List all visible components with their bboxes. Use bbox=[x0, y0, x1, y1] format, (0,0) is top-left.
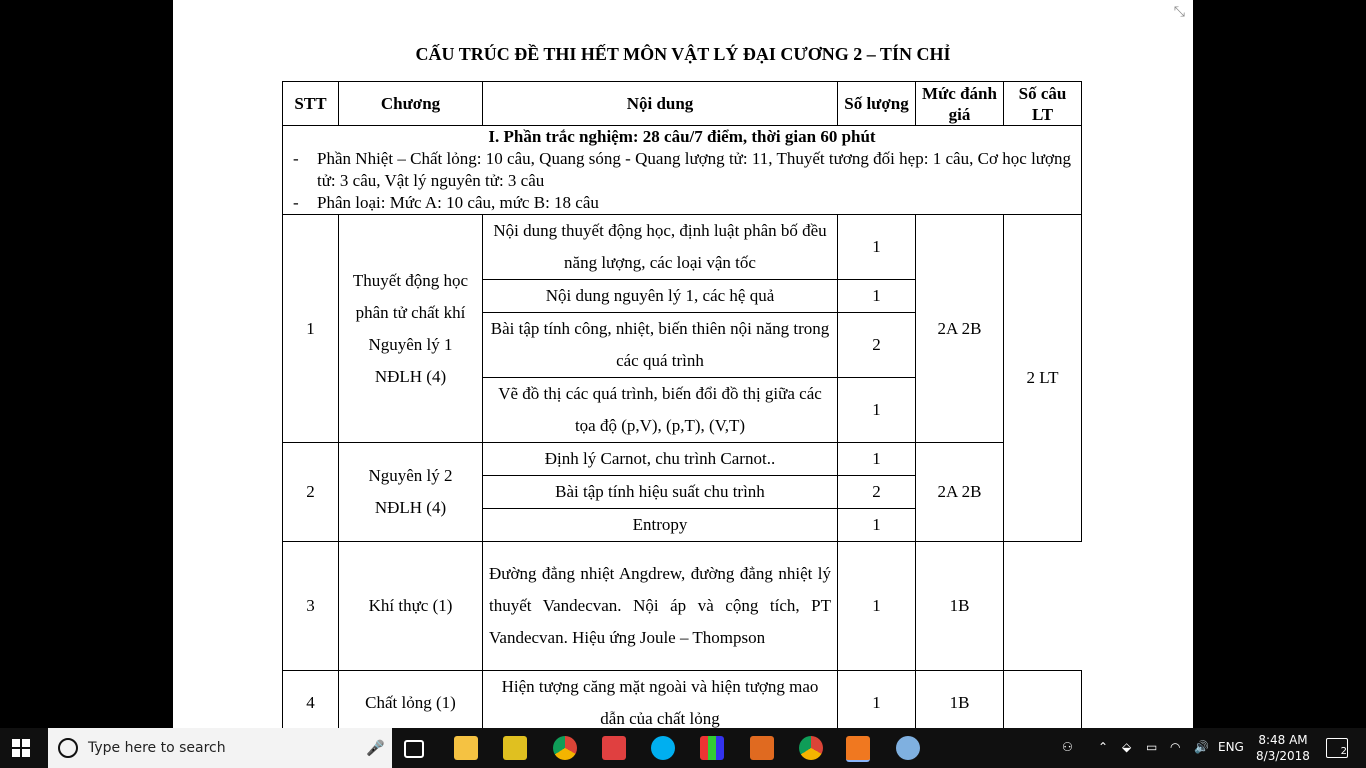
microphone-icon[interactable]: 🎤 bbox=[366, 739, 385, 757]
search-box[interactable] bbox=[48, 728, 392, 768]
header-soluong: Số lượng bbox=[838, 82, 916, 126]
battery-icon[interactable]: ▭ bbox=[1146, 740, 1158, 754]
exam-structure-table bbox=[282, 81, 1082, 728]
foxit-reader-icon[interactable] bbox=[846, 736, 870, 762]
section-bullet: - Phần Nhiệt – Chất lỏng: 10 câu, Quang sóng - Quang lượng tử: 11, Thuyết tương đối hẹp: 1 câu, Cơ học lượng tử: 3 câu, Vật lý nguyên tử: 3 câu bbox=[293, 149, 1071, 190]
matlab-icon[interactable] bbox=[750, 736, 774, 760]
media-player-icon[interactable] bbox=[503, 736, 527, 760]
cell-chuong: Khí thực (1) bbox=[339, 542, 483, 671]
header-noidung: Nội dung bbox=[483, 82, 838, 126]
file-explorer-icon[interactable] bbox=[454, 736, 478, 760]
cell-muc: 1B bbox=[916, 671, 1004, 729]
header-chuong: Chương bbox=[339, 82, 483, 126]
cell-soluong: 1 bbox=[838, 215, 916, 280]
cell-soluong: 1 bbox=[838, 542, 916, 671]
cell-socau: 2 LT bbox=[1004, 215, 1082, 542]
exit-fullscreen-icon[interactable]: ⤡ bbox=[1173, 4, 1185, 20]
cell-muc: 1B bbox=[916, 542, 1004, 671]
cell-soluong: 1 bbox=[838, 280, 916, 313]
notification-center-icon[interactable]: 2 bbox=[1326, 738, 1348, 758]
chrome-icon[interactable] bbox=[553, 736, 577, 760]
cell-chuong: Thuyết động học phân tử chất khí Nguyên lý 1 NĐLH (4) bbox=[339, 215, 483, 443]
cell-stt: 1 bbox=[283, 215, 339, 443]
clock[interactable] bbox=[1253, 732, 1313, 764]
cell-noidung: Vẽ đồ thị các quá trình, biến đổi đồ thị giữa các tọa độ (p,V), (p,T), (V,T) bbox=[483, 378, 838, 443]
cell-chuong: Nguyên lý 2 NĐLH (4) bbox=[339, 443, 483, 542]
cell-soluong: 1 bbox=[838, 509, 916, 542]
cell-noidung: Bài tập tính hiệu suất chu trình bbox=[483, 476, 838, 509]
header-socau: Số câu LT bbox=[1004, 82, 1082, 126]
section-heading: I. Phần trắc nghiệm: 28 câu/7 điểm, thời gian 60 phút bbox=[488, 127, 876, 146]
cortana-icon[interactable] bbox=[58, 738, 78, 758]
cell-stt: 3 bbox=[283, 542, 339, 671]
taskbar bbox=[0, 728, 1366, 768]
volume-icon[interactable]: 🔊 bbox=[1194, 740, 1209, 754]
cell-stt: 4 bbox=[283, 671, 339, 729]
cell-socau bbox=[1004, 671, 1082, 729]
windows-start-icon[interactable] bbox=[12, 739, 30, 757]
table-row bbox=[283, 215, 1082, 280]
chrome-app-icon[interactable] bbox=[799, 736, 823, 760]
table-header-row bbox=[283, 82, 1082, 126]
cell-stt: 2 bbox=[283, 443, 339, 542]
app-icon[interactable] bbox=[602, 736, 626, 760]
wifi-icon[interactable]: ◠ bbox=[1170, 740, 1181, 754]
clock-time: 8:48 AM bbox=[1258, 733, 1308, 747]
task-view-icon[interactable] bbox=[404, 740, 424, 758]
clock-date: 8/3/2018 bbox=[1256, 749, 1310, 763]
cell-muc: 2A 2B bbox=[916, 443, 1004, 542]
dropbox-icon[interactable]: ⬙ bbox=[1122, 740, 1132, 754]
paint-icon[interactable] bbox=[896, 736, 920, 760]
search-placeholder: Type here to search bbox=[88, 740, 226, 756]
cell-muc: 2A 2B bbox=[916, 215, 1004, 443]
header-muc: Mức đánh giá bbox=[916, 82, 1004, 126]
cell-soluong: 2 bbox=[838, 313, 916, 378]
people-icon[interactable]: ⚇ bbox=[1062, 740, 1073, 754]
cell-noidung: Đường đẳng nhiệt Angdrew, đường đẳng nhiệt lý thuyết Vandecvan. Nội áp và cộng tích, PT Vandecvan. Hiệu ứng Joule – Thompson bbox=[483, 542, 838, 671]
chevron-up-icon[interactable]: ⌃ bbox=[1098, 740, 1109, 754]
cell-soluong: 2 bbox=[838, 476, 916, 509]
cell-noidung: Nội dung nguyên lý 1, các hệ quả bbox=[483, 280, 838, 313]
section-bullet: - Phân loại: Mức A: 10 câu, mức B: 18 câu bbox=[293, 193, 599, 212]
cell-noidung: Hiện tượng căng mặt ngoài và hiện tượng mao dẫn của chất lỏng bbox=[483, 671, 838, 729]
header-stt: STT bbox=[283, 82, 339, 126]
skype-icon[interactable] bbox=[651, 736, 675, 760]
cell-soluong: 1 bbox=[838, 443, 916, 476]
cell-noidung: Entropy bbox=[483, 509, 838, 542]
table-row bbox=[283, 671, 1082, 729]
app-colors-icon[interactable] bbox=[700, 736, 724, 760]
table-row bbox=[283, 542, 1082, 671]
document-title: CẤU TRÚC ĐỀ THI HẾT MÔN VẬT LÝ ĐẠI CƯƠNG 2 – TÍN CHỈ bbox=[415, 44, 951, 64]
document-page bbox=[173, 0, 1193, 728]
cell-soluong: 1 bbox=[838, 671, 916, 729]
cell-noidung: Nội dung thuyết động học, định luật phân bố đều năng lượng, các loại vận tốc bbox=[483, 215, 838, 280]
cell-chuong: Chất lỏng (1) bbox=[339, 671, 483, 729]
cell-noidung: Định lý Carnot, chu trình Carnot.. bbox=[483, 443, 838, 476]
cell-soluong: 1 bbox=[838, 378, 916, 443]
section-row bbox=[283, 126, 1082, 215]
cell-noidung: Bài tập tính công, nhiệt, biến thiên nội năng trong các quá trình bbox=[483, 313, 838, 378]
table-row bbox=[283, 443, 1082, 476]
language-indicator[interactable]: ENG bbox=[1218, 740, 1244, 754]
